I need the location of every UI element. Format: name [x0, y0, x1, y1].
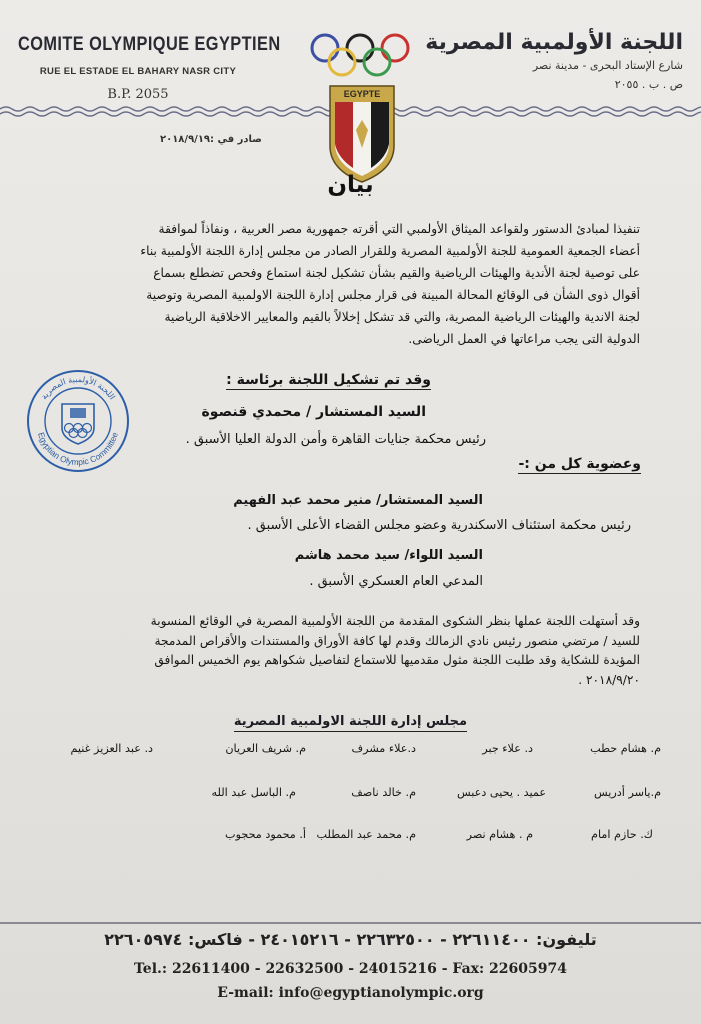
address-french: RUE EL ESTADE EL BAHARY NASR CITY [39, 66, 237, 77]
intro-line: أعضاء الجمعية العمومية للجنة الأولمبية المصرية وللقرار الصادر من مجلس إدارة اللجنة الأولمبية بناء [140, 244, 640, 258]
chair-name: السيد المستشار / محمدي قنصوة [201, 404, 426, 420]
member2-description: المدعي العام العسكري الأسبق . [309, 574, 483, 589]
closing-line: المؤيدة للشكاية وقد طلبت اللجنة مثول مقدميها للاستماع لتفاصيل شكواهم يوم الخميس الموافق [154, 653, 640, 667]
address-arabic: شارع الإستاد البحرى - مدينة نصر [532, 59, 683, 72]
footer-phones-arabic: تليفون: ٢٢٦١١٤٠٠ - ٢٢٦٣٢٥٠٠ - ٢٤٠١٥٢١٦ - فاكس: ٢٢٦٠٥٩٧٤ [104, 930, 597, 949]
intro-line: لجنة الاندية والهيئات الرياضية المصرية، والتي قد تشكل إخلالاً بالقيم والمعايير الاخلاقية الرياضية [164, 310, 640, 324]
committee-name-french: COMITE OLYMPIQUE EGYPTIEN [18, 34, 281, 55]
closing-line: للسيد / مرتضي منصور رئيس نادي الزمالك وقدم لها كافة الأوراق والمستندات والأقراص المدمجة [154, 633, 640, 648]
board-member: م.ياسر أدريس [594, 786, 661, 799]
closing-line: ٢٠١٨/٩/٢٠ . [578, 672, 640, 687]
issued-date: صادر في :٢٠١٨/٩/١٩ [160, 134, 262, 145]
board-member: م. الباسل عبد الله [211, 786, 296, 799]
egypte-shield-emblem [326, 84, 398, 184]
olympic-rings-logo [305, 32, 415, 78]
board-member: م. محمد عبد المطلب [316, 828, 416, 841]
board-member: ك. حازم امام [591, 828, 653, 841]
stamp-arabic-text: اللجنة الأولمبية المصرية [39, 374, 117, 402]
board-member: د.علاء مشرف [351, 742, 416, 755]
po-box-french: B.P. 2055 [107, 87, 169, 102]
intro-line: تنفيذا لمبادئ الدستور ولقواعد الميثاق الأولمبي التي أقرته جمهورية مصر العربية ، ونفاذاً لموافقة [158, 222, 640, 236]
footer-phones-english: Tel.: 22611400 - 22632500 - 24015216 - Fax: 22605974 [134, 961, 567, 977]
committee-stamp [25, 368, 131, 474]
header-arabic-block [425, 30, 683, 91]
member2-name: السيد اللواء/ سيد محمد هاشم [294, 548, 483, 563]
intro-paragraph [60, 218, 640, 350]
chair-heading: وقد تم تشكيل اللجنة برئاسة : [226, 372, 431, 388]
chair-description: رئيس محكمة جنايات القاهرة وأمن الدولة العليا الأسبق . [185, 432, 486, 447]
footer-divider [0, 922, 701, 924]
member1-name: السيد المستشار/ منير محمد عبد الفهيم [233, 493, 483, 508]
board-member: م. شريف العريان [225, 742, 306, 755]
members-heading: وعضوية كل من :- [518, 456, 641, 472]
closing-paragraph [60, 612, 640, 690]
statement-title: بيان [327, 172, 374, 198]
intro-line: الدولية التى يجب مراعاتها في العمل الرياضى. [408, 332, 640, 346]
intro-line: أقوال ذوى الشأن فى الوقائع المحالة المبينة فى قرار مجلس إدارة اللجنة الاولمبية المصرية وتوصية [146, 288, 640, 302]
member1-description: رئيس محكمة استئناف الاسكندرية وعضو مجلس القضاء الأعلى الأسبق . [247, 518, 631, 533]
po-box-arabic: ص . ب . ٢٠٥٥ [614, 78, 683, 91]
shield-label: EGYPTE [343, 89, 381, 99]
board-member: م. خالد ناصف [351, 786, 416, 799]
board-member: م . هشام نصر [466, 828, 533, 841]
board-member: أ. محمود محجوب [225, 828, 306, 841]
header-french-block [18, 34, 281, 102]
board-member: عميد . يحيى دعبس [457, 786, 546, 799]
board-member: د. عبد العزيز غنيم [70, 742, 153, 755]
board-title: مجلس إدارة اللجنة الاولمبية المصرية [0, 714, 701, 729]
board-member: د. علاء جبر [482, 742, 533, 755]
footer-email: E-mail: info@egyptianolympic.org [217, 985, 484, 1001]
board-member: م. هشام حطب [590, 742, 661, 755]
committee-name-arabic: اللجنة الأولمبية المصرية [425, 30, 683, 55]
intro-line: على توصية لجنة الأندية والهيئات الرياضية والقيم بشأن تشكيل لجنة استماع وفحص تضطلع بسماع [153, 266, 640, 280]
closing-line: وقد أستهلت اللجنة عملها بنظر الشكوى المقدمة من اللجنة الأولمبية المصرية في الوقائع المنسوبة [150, 614, 640, 628]
stamp-english-text: Egyptian Olympic Committee [36, 430, 120, 468]
